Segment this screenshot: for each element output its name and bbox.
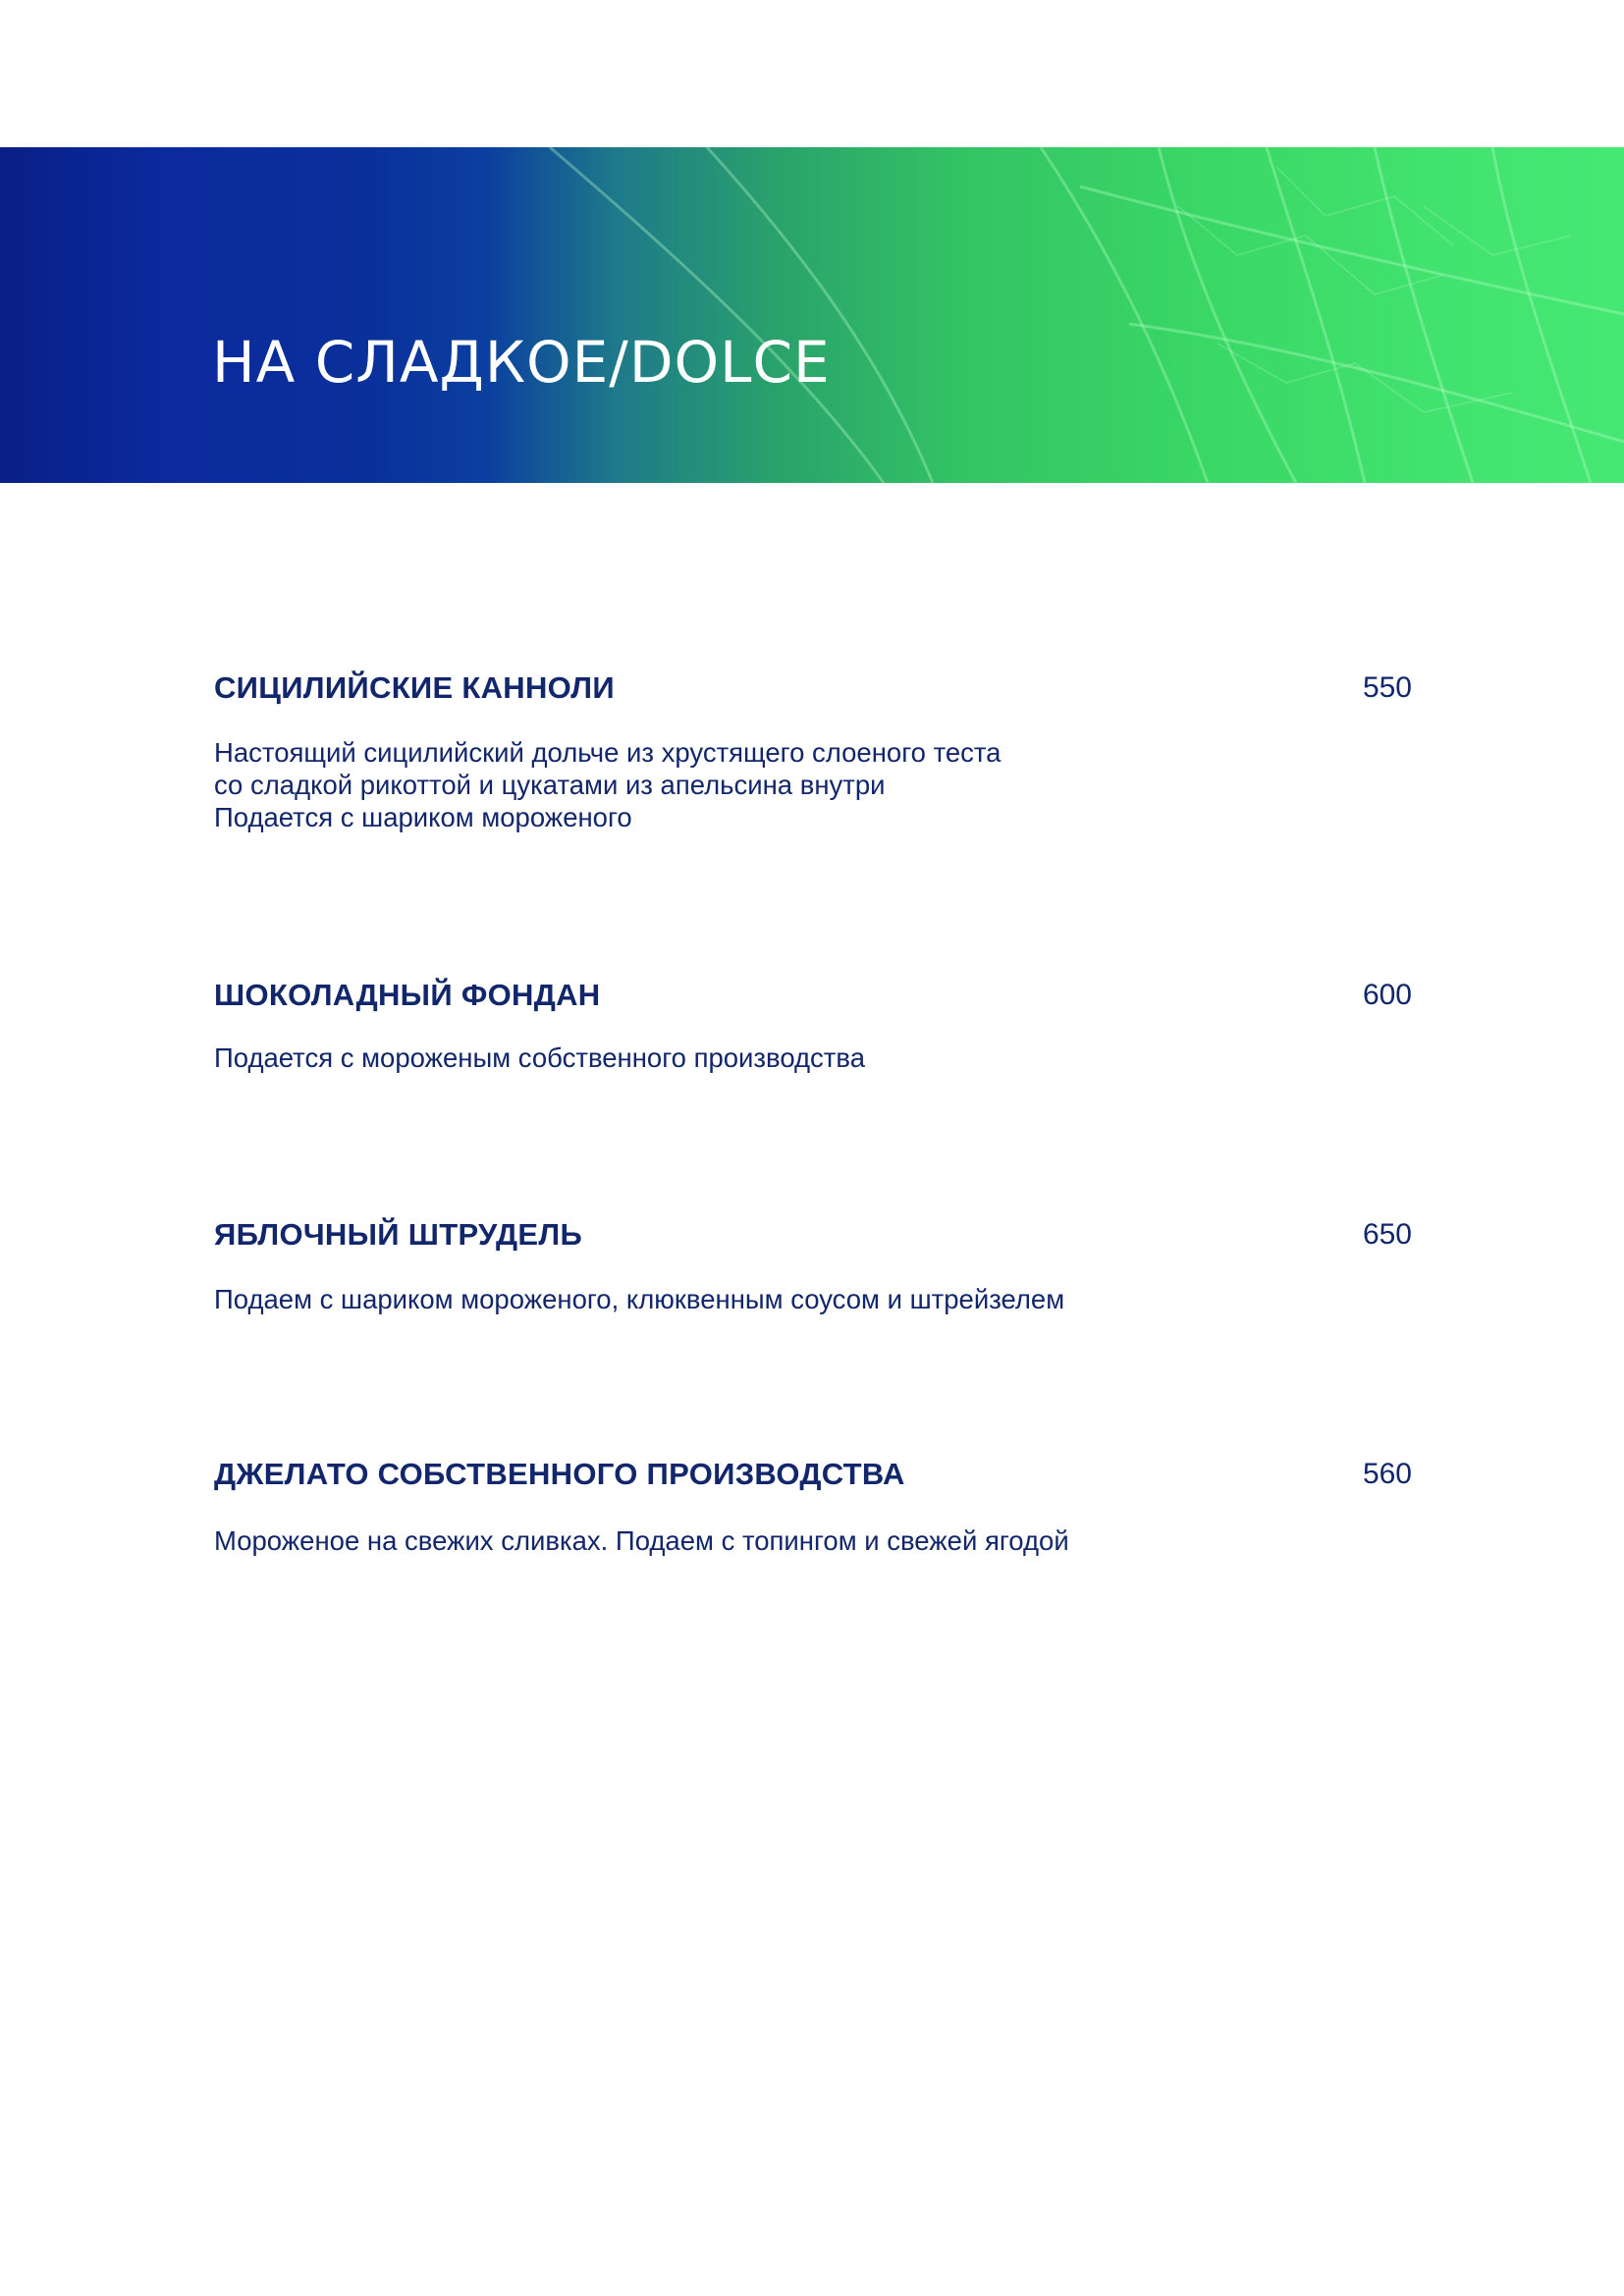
leaf-texture-image [0,147,1624,483]
description-line: Подается с шариком мороженого [214,802,632,832]
dish-description [214,1041,865,1074]
dish-description [214,1283,1064,1315]
description-line: Настоящий сицилийский дольче из хрустящего слоеного теста [214,737,1001,768]
dish-price: 550 [1362,671,1412,704]
dish-description [214,736,1001,833]
dish-price: 650 [1362,1218,1412,1251]
description-line: со сладкой рикоттой и цукатами из апельсина внутри [214,770,886,800]
section-header-banner [0,147,1624,483]
dish-name: ЯБЛОЧНЫЙ ШТРУДЕЛЬ [214,1217,583,1252]
dish-name: СИЦИЛИЙСКИЕ КАННОЛИ [214,670,615,705]
description-line: Подается с мороженым собственного производства [214,1042,865,1073]
dish-price: 600 [1362,979,1412,1011]
dish-description [214,1524,1069,1557]
dish-name: ДЖЕЛАТО СОБСТВЕННОГО ПРОИЗВОДСТВА [214,1457,905,1491]
page-title: НА СЛАДКОЕ/DOLCE [212,329,831,396]
description-line: Мороженое на свежих сливках. Подаем с топингом и свежей ягодой [214,1525,1069,1556]
description-line: Подаем с шариком мороженого, клюквенным соусом и штрейзелем [214,1284,1065,1314]
dish-name: ШОКОЛАДНЫЙ ФОНДАН [214,978,601,1012]
dish-price: 560 [1362,1458,1412,1490]
